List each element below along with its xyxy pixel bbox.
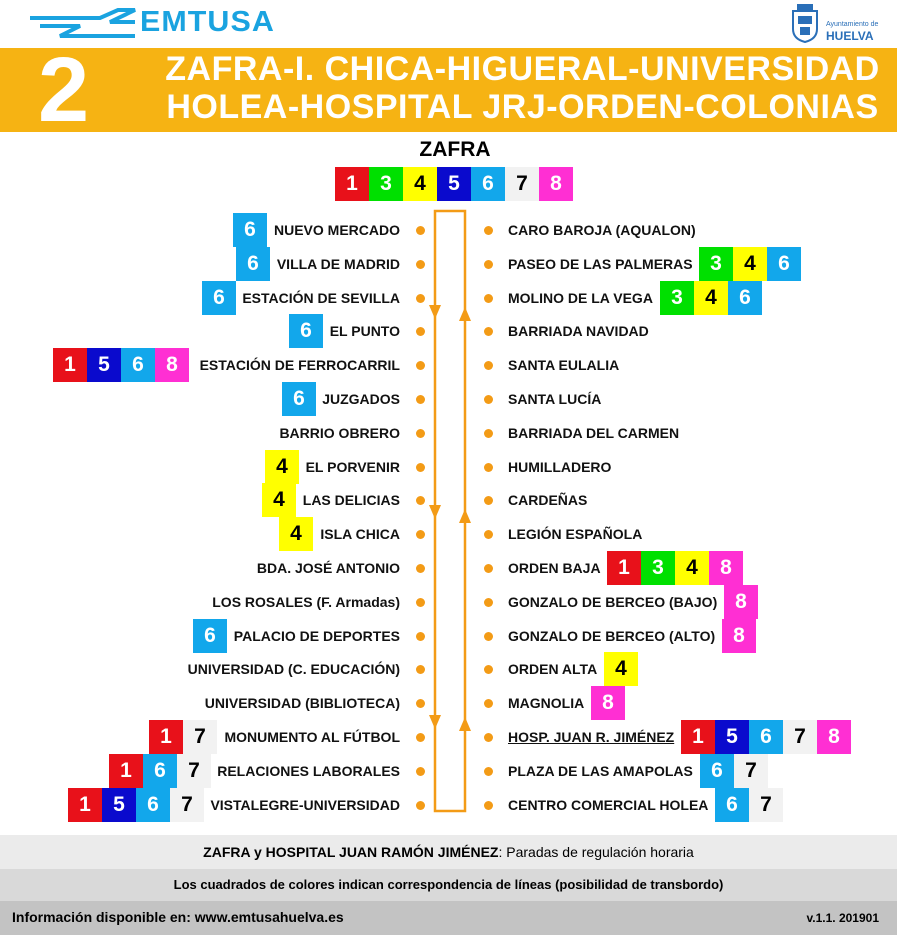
stop-name: RELACIONES LABORALES [217, 762, 400, 779]
stop-name: PALACIO DE DEPORTES [233, 627, 400, 644]
stop-name: ISLA CHICA [320, 526, 400, 543]
stop-marker [484, 260, 493, 269]
line-4-badge: 4 [733, 247, 767, 281]
stop-name: VISTALEGRE-UNIVERSIDAD [210, 796, 400, 813]
line-1-badge: 1 [149, 720, 183, 754]
line-6-badge: 6 [136, 788, 170, 822]
header-bar [0, 0, 897, 48]
line-7-badge: 7 [183, 720, 217, 754]
line-4-badge: 4 [675, 551, 709, 585]
stop-name: SANTA EULALIA [508, 357, 620, 374]
stop-marker [484, 767, 493, 776]
line-6-badge: 6 [289, 314, 323, 348]
line-6-badge: 6 [728, 281, 762, 315]
line-6-badge: 6 [193, 619, 227, 653]
regulation-stops: ZAFRA y HOSPITAL JUAN RAMÓN JIMÉNEZ [203, 844, 499, 860]
stop-marker [484, 294, 493, 303]
regulation-note [0, 835, 897, 869]
stop-marker [416, 767, 425, 776]
ayuntamiento-label: Ayuntamiento de [826, 21, 879, 28]
line-7-badge: 7 [749, 788, 783, 822]
line-8-badge: 8 [817, 720, 851, 754]
line-1-badge: 1 [109, 754, 143, 788]
stop-marker [416, 632, 425, 641]
line-4-badge: 4 [403, 167, 437, 201]
stop-name: BARRIADA DEL CARMEN [508, 424, 680, 441]
stop-name: HOSP. JUAN R. JIMÉNEZ [508, 729, 675, 745]
stop-marker [416, 801, 425, 810]
stop-name: MONUMENTO AL FÚTBOL [224, 729, 400, 745]
line-number: 2 [38, 39, 90, 141]
stop-marker [484, 665, 493, 674]
stop-marker [484, 733, 493, 742]
stop-name: NUEVO MERCADO [273, 222, 400, 238]
line-7-badge: 7 [177, 754, 211, 788]
stop-marker [416, 226, 425, 235]
stop-name: ESTACIÓN DE SEVILLA [242, 289, 400, 306]
info-text [12, 909, 344, 925]
line-6-badge: 6 [143, 754, 177, 788]
stop-marker [484, 699, 493, 708]
stop-name: ORDEN ALTA [508, 661, 598, 678]
line-1-badge: 1 [68, 788, 102, 822]
stop-name: MOLINO DE LA VEGA [508, 289, 653, 306]
stop-marker [484, 632, 493, 641]
line-3-badge: 3 [369, 167, 403, 201]
stop-name: PASEO DE LAS PALMERAS [508, 255, 693, 272]
stop-name: MAGNOLIA [508, 695, 585, 712]
line-7-badge: 7 [505, 167, 539, 201]
stop-name: UNIVERSIDAD (C. EDUCACIÓN) [187, 661, 400, 678]
line-4-badge: 4 [279, 517, 313, 551]
line-6-badge: 6 [236, 247, 270, 281]
stop-marker [416, 564, 425, 573]
stop-name: ESTACIÓN DE FERROCARRIL [199, 357, 400, 374]
stop-marker [484, 496, 493, 505]
stop-name: BARRIO OBRERO [279, 424, 400, 441]
stop-name: GONZALO DE BERCEO (BAJO) [508, 593, 718, 610]
line-6-badge: 6 [471, 167, 505, 201]
stop-marker [416, 395, 425, 404]
stop-name: VILLA DE MADRID [276, 255, 400, 272]
stop-name: EL PUNTO [329, 323, 400, 340]
line-7-badge: 7 [170, 788, 204, 822]
stop-name: EL PORVENIR [305, 458, 400, 475]
stop-marker [484, 429, 493, 438]
stop-name: GONZALO DE BERCEO (ALTO) [508, 627, 716, 644]
stop-marker [416, 429, 425, 438]
huelva-crest-icon [790, 3, 820, 43]
stop-name: HUMILLADERO [508, 458, 612, 475]
stop-marker [484, 530, 493, 539]
line-4-badge: 4 [262, 483, 296, 517]
line-8-badge: 8 [709, 551, 743, 585]
info-label: Información disponible en: [12, 909, 195, 925]
line-3-badge: 3 [660, 281, 694, 315]
terminus-name: ZAFRA [419, 138, 491, 161]
line-8-badge: 8 [591, 686, 625, 720]
regulation-text: : Paradas de regulación horaria [498, 844, 694, 860]
website-link[interactable]: www.emtusahuelva.es [194, 909, 344, 925]
line-5-badge: 5 [715, 720, 749, 754]
line-3-badge: 3 [641, 551, 675, 585]
line-6-badge: 6 [715, 788, 749, 822]
stop-marker [416, 463, 425, 472]
stop-marker [484, 226, 493, 235]
line-8-badge: 8 [722, 619, 756, 653]
line-8-badge: 8 [155, 348, 189, 382]
stop-name: CARO BAROJA (AQUALON) [508, 222, 696, 238]
line-6-badge: 6 [233, 213, 267, 247]
line-1-badge: 1 [681, 720, 715, 754]
line-7-badge: 7 [783, 720, 817, 754]
stop-name: JUZGADOS [322, 391, 400, 407]
line-6-badge: 6 [700, 754, 734, 788]
stop-marker [416, 598, 425, 607]
line-4-badge: 4 [265, 450, 299, 484]
stop-marker [484, 463, 493, 472]
line-5-badge: 5 [87, 348, 121, 382]
stop-name: CENTRO COMERCIAL HOLEA [508, 796, 709, 813]
stop-marker [484, 361, 493, 370]
route-title-line2: HOLEA-HOSPITAL JRJ-ORDEN-COLONIAS [166, 88, 879, 126]
city-label: HUELVA [826, 29, 874, 43]
line-8-badge: 8 [724, 585, 758, 619]
route-loop-diagram [420, 205, 480, 820]
stop-marker [484, 598, 493, 607]
brand-name: EMTUSA [140, 6, 275, 38]
stop-name: LOS ROSALES (F. Armadas) [212, 593, 400, 610]
stop-marker [484, 327, 493, 336]
line-7-badge: 7 [734, 754, 768, 788]
stop-marker [484, 395, 493, 404]
line-4-badge: 4 [604, 652, 638, 686]
route-title-line1: ZAFRA-I. CHICA-HIGUERAL-UNIVERSIDAD [165, 50, 880, 88]
line-6-badge: 6 [749, 720, 783, 754]
stop-name: PLAZA DE LAS AMAPOLAS [508, 762, 693, 779]
line-1-badge: 1 [607, 551, 641, 585]
stop-marker [484, 801, 493, 810]
stop-marker [416, 294, 425, 303]
line-6-badge: 6 [767, 247, 801, 281]
line-5-badge: 5 [102, 788, 136, 822]
stop-name: CARDEÑAS [508, 492, 588, 509]
line-8-badge: 8 [539, 167, 573, 201]
line-1-badge: 1 [53, 348, 87, 382]
stop-marker [484, 564, 493, 573]
stop-marker [416, 733, 425, 742]
stop-marker [416, 260, 425, 269]
line-6-badge: 6 [202, 281, 236, 315]
line-3-badge: 3 [699, 247, 733, 281]
legend-note: Los cuadrados de colores indican correspondencia de líneas (posibilidad de transbordo) [0, 869, 897, 901]
line-1-badge: 1 [335, 167, 369, 201]
stop-name: LEGIÓN ESPAÑOLA [508, 526, 643, 543]
stop-name: LAS DELICIAS [302, 492, 400, 509]
stop-name: SANTA LUCÍA [508, 391, 602, 407]
stop-name: ORDEN BAJA [508, 560, 601, 576]
line-6-badge: 6 [282, 382, 316, 416]
stop-name: UNIVERSIDAD (BIBLIOTECA) [204, 695, 400, 712]
stop-name: BARRIADA NAVIDAD [508, 323, 649, 340]
line-6-badge: 6 [121, 348, 155, 382]
line-4-badge: 4 [694, 281, 728, 315]
line-5-badge: 5 [437, 167, 471, 201]
version-label: v.1.1. 201901 [806, 911, 879, 925]
stop-name: BDA. JOSÉ ANTONIO [256, 560, 400, 576]
